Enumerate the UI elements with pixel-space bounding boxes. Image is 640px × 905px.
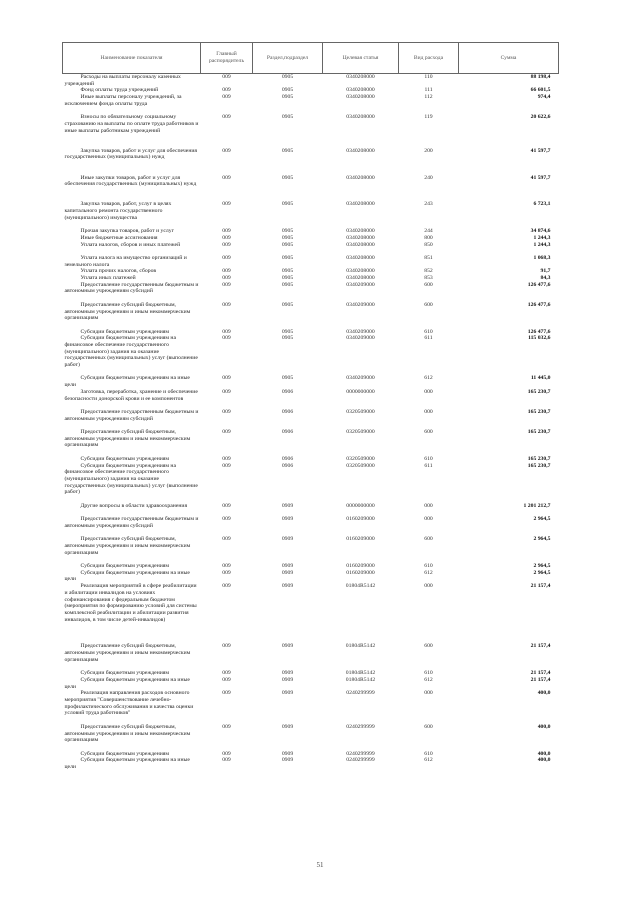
row-name: Взносы по обязательному социальному страхованию на выплаты по оплате труда работников и иные выплаты работникам учреждений [64, 114, 199, 134]
table-row [63, 690, 559, 724]
row-name: Фонд оплаты труда учреждений [80, 87, 159, 94]
row-section: 0909 [281, 643, 294, 650]
row-name: Субсидии бюджетным учреждениям на финансовое обеспечение государственного (муниципального) задания на оказание государственных (муниципальных) услуг (выполнение работ) [64, 335, 198, 369]
row-amount: 165 230,7 [527, 408, 551, 415]
row-manager: 009 [222, 281, 231, 288]
table-row [63, 677, 559, 690]
row-expense-type: 610 [424, 670, 433, 677]
row-amount: 11 445,0 [530, 375, 551, 382]
row-name: Уплата иных платежей [80, 275, 136, 281]
row-expense-type: 240 [424, 174, 433, 181]
row-manager: 009 [222, 502, 231, 509]
row-manager: 009 [222, 201, 231, 208]
row-section: 0905 [281, 241, 294, 248]
row-manager: 009 [222, 388, 231, 395]
row-amount: 400,0 [537, 723, 551, 730]
row-expense-type: 612 [424, 676, 433, 683]
row-name: Иные закупки товаров, работ и услуг для обеспечения государственных (муниципальных) нужд [64, 174, 197, 188]
row-target: 0340209000 [346, 281, 375, 288]
row-name: Уплата налогов, сборов и иных платежей [80, 241, 181, 248]
row-name: Субсидии бюджетным учреждениям на финансовое обеспечение государственного (муниципального) задания на оказание государственных (муниципальных) услуг (выполнение работ) [64, 462, 198, 496]
row-expense-type: 612 [424, 757, 433, 764]
row-name: Субсидии бюджетным учреждениям на иные цели [64, 375, 190, 389]
row-target: 0320509000 [346, 408, 375, 415]
row-section: 0906 [281, 429, 294, 436]
row-amount: 1 201 212,7 [523, 502, 551, 509]
row-target: 0240299999 [346, 690, 375, 697]
row-amount: 400,0 [537, 690, 551, 697]
row-manager: 009 [222, 455, 231, 462]
row-target: 01804R5142 [345, 670, 376, 677]
row-name: Предоставление субсидий бюджетным, автономным учреждениям и иным некоммерческим организациям [64, 301, 191, 322]
row-manager: 009 [222, 375, 231, 382]
row-name: Предоставление государственным бюджетным и автономным учреждениям субсидий [64, 516, 199, 529]
row-expense-type: 853 [424, 275, 433, 281]
row-expense-type: 000 [424, 388, 433, 395]
table-body [63, 74, 559, 771]
row-manager: 009 [222, 723, 231, 730]
row-name: Субсидии бюджетным учреждениям [80, 328, 170, 335]
row-section: 0905 [281, 254, 294, 261]
row-amount: 165 230,7 [527, 455, 551, 462]
table-row [63, 751, 559, 758]
table-row [63, 268, 559, 275]
header-amount: Сумма [459, 43, 559, 74]
table-row [63, 335, 559, 375]
table-row [63, 228, 559, 235]
row-target: 0340208000 [346, 241, 375, 248]
row-amount: 21 157,4 [530, 670, 551, 677]
row-amount: 21 157,4 [530, 643, 551, 650]
row-name: Предоставление государственным бюджетным и автономным учреждениям субсидий [64, 281, 199, 295]
row-target: 0340208000 [346, 147, 375, 154]
row-target: 0000000000 [346, 388, 375, 395]
row-section: 0905 [281, 201, 294, 208]
header-target: Целевая статья [323, 43, 399, 74]
row-name: Субсидии бюджетным учреждениям [80, 750, 170, 757]
table-row [63, 463, 559, 503]
row-expense-type: 610 [424, 563, 433, 570]
row-name: Реализация мероприятий в сфере реабилитации и абилитации инвалидов на условиях софинансирования с федеральным бюджетом (мероприятия по формированию условий для системы комплексной реабилитации и абилитации развития инвалидов, в том числе детей-инвалидов) [64, 583, 197, 623]
row-section: 0905 [281, 275, 294, 281]
table-row [63, 389, 559, 409]
row-manager: 009 [222, 757, 231, 764]
row-name: Субсидии бюджетным учреждениям [80, 670, 170, 677]
row-target: 0340209000 [346, 375, 375, 382]
row-expense-type: 112 [424, 94, 433, 101]
row-manager: 009 [222, 268, 231, 275]
table-row [63, 242, 559, 255]
row-section: 0905 [281, 301, 294, 308]
table-row [63, 275, 559, 282]
row-target: 0340208000 [346, 74, 375, 80]
row-name: Субсидии бюджетным учреждениям [80, 455, 170, 462]
row-expense-type: 612 [424, 375, 433, 382]
row-name: Уплата прочих налогов, сборов [80, 268, 157, 275]
table-row [63, 329, 559, 336]
page-number: 51 [316, 861, 324, 869]
table-row [63, 94, 559, 114]
row-target: 0340208000 [346, 268, 375, 275]
row-amount: 2 964,5 [533, 563, 551, 570]
table-header-row [63, 43, 559, 74]
row-amount: 165 230,7 [527, 429, 551, 436]
row-target: 01804R5142 [345, 676, 376, 683]
row-amount: 400,0 [537, 750, 551, 757]
row-name: Предоставление субсидий бюджетным, автономным учреждениям и иным некоммерческим организациям [64, 429, 191, 449]
row-amount: 2 964,5 [533, 569, 551, 576]
header-manager: Главный распорядитель [201, 43, 253, 74]
row-manager: 009 [222, 569, 231, 576]
row-section: 0905 [281, 328, 294, 335]
row-manager: 009 [222, 174, 231, 181]
row-expense-type: 611 [424, 462, 433, 469]
row-name: Реализация направления расходов основного мероприятия "Совершенствование лечебно-профилактического обслуживания и качества оценки условий труда работников" [64, 690, 194, 717]
row-manager: 009 [222, 335, 231, 342]
row-target: 0240299999 [346, 750, 375, 757]
table-row [63, 536, 559, 563]
row-section: 0905 [281, 147, 294, 154]
table-row [63, 503, 559, 516]
row-section: 0905 [281, 268, 294, 275]
row-manager: 009 [222, 87, 231, 94]
row-amount: 6 723,1 [533, 201, 551, 208]
row-target: 0340209000 [346, 328, 375, 335]
row-manager: 009 [222, 563, 231, 570]
row-manager: 009 [222, 408, 231, 415]
row-name: Закупка товаров, работ и услуг для обеспечения государственных (муниципальных) нужд [64, 147, 198, 161]
table-row [63, 87, 559, 94]
row-expense-type: 244 [424, 228, 433, 235]
row-expense-type: 600 [424, 301, 433, 308]
row-name: Предоставление субсидий бюджетным, автономным учреждениям и иным некоммерческим организациям [64, 536, 191, 556]
table-row [63, 757, 559, 770]
table-row [63, 282, 559, 302]
row-manager: 009 [222, 676, 231, 683]
row-section: 0906 [281, 408, 294, 415]
row-amount: 20 622,6 [530, 114, 551, 121]
row-expense-type: 200 [424, 147, 433, 154]
row-manager: 009 [222, 74, 231, 80]
row-amount: 165 230,7 [527, 462, 551, 469]
row-section: 0909 [281, 750, 294, 757]
row-expense-type: 119 [424, 114, 433, 121]
row-amount: 126 477,6 [527, 281, 551, 288]
row-manager: 009 [222, 643, 231, 650]
row-target: 0340208000 [346, 234, 375, 241]
row-name: Предоставление государственным бюджетным и автономным учреждениям субсидий [64, 408, 199, 422]
table-row [63, 148, 559, 175]
row-manager: 009 [222, 429, 231, 436]
row-name: Иные выплаты персоналу учреждений, за исключением фонда оплаты труда [64, 94, 182, 107]
row-expense-type: 110 [424, 74, 433, 80]
row-expense-type: 800 [424, 234, 433, 241]
row-section: 0909 [281, 723, 294, 730]
row-section: 0905 [281, 228, 294, 235]
row-target: 0340208000 [346, 228, 375, 235]
row-amount: 34 874,6 [530, 228, 551, 235]
table-row [63, 114, 559, 148]
row-name: Субсидии бюджетным учреждениям на иные цели [64, 757, 190, 771]
row-manager: 009 [222, 234, 231, 241]
row-amount: 1 244,3 [533, 234, 551, 241]
row-expense-type: 850 [424, 241, 433, 248]
row-target: 0340208000 [346, 94, 375, 101]
table-row [63, 74, 559, 88]
row-expense-type: 000 [424, 583, 433, 590]
row-amount: 165 230,7 [527, 388, 551, 395]
row-expense-type: 610 [424, 328, 433, 335]
table-row [63, 570, 559, 583]
row-manager: 009 [222, 147, 231, 154]
table-row [63, 175, 559, 202]
row-amount: 41 597,7 [530, 174, 551, 181]
row-expense-type: 000 [424, 690, 433, 697]
table-row [63, 375, 559, 388]
row-name: Другие вопросы в области здравоохранения [80, 502, 188, 509]
row-target: 0340209000 [346, 301, 375, 308]
row-expense-type: 612 [424, 569, 433, 576]
row-section: 0909 [281, 670, 294, 677]
row-section: 0905 [281, 114, 294, 121]
row-section: 0906 [281, 388, 294, 395]
row-section: 0906 [281, 455, 294, 462]
row-amount: 126 477,6 [527, 301, 551, 308]
header-section: Раздел,подраздел [253, 43, 323, 74]
row-target: 0320509000 [346, 462, 375, 469]
row-manager: 009 [222, 94, 231, 101]
row-section: 0909 [281, 583, 294, 590]
row-name: Предоставление субсидий бюджетным, автономным учреждениям и иным некоммерческим организациям [64, 643, 191, 663]
row-amount: 84,3 [540, 275, 551, 281]
table-row [63, 429, 559, 456]
row-manager: 009 [222, 690, 231, 697]
row-name: Иные бюджетные ассигнования [80, 234, 158, 241]
row-expense-type: 600 [424, 281, 433, 288]
table-row [63, 456, 559, 463]
row-expense-type: 610 [424, 750, 433, 757]
row-manager: 009 [222, 536, 231, 543]
row-expense-type: 611 [424, 335, 433, 342]
row-section: 0905 [281, 74, 294, 80]
row-name: Заготовка, переработка, хранение и обеспечение безопасности донорской крови и ее компонентов [64, 388, 198, 402]
row-expense-type: 610 [424, 455, 433, 462]
row-expense-type: 851 [424, 254, 433, 261]
row-expense-type: 600 [424, 723, 433, 730]
row-target: 0240299999 [346, 723, 375, 730]
row-amount: 2 964,5 [533, 516, 551, 523]
row-name: Прочая закупка товаров, работ и услуг [80, 228, 174, 235]
row-amount: 41 597,7 [530, 147, 551, 154]
row-target: 0160209000 [346, 563, 375, 570]
table-row [63, 201, 559, 228]
row-section: 0909 [281, 757, 294, 764]
row-manager: 009 [222, 275, 231, 281]
row-expense-type: 000 [424, 502, 433, 509]
row-section: 0906 [281, 462, 294, 469]
table-row [63, 670, 559, 677]
table-row [63, 724, 559, 751]
row-expense-type: 243 [424, 201, 433, 208]
row-expense-type: 600 [424, 429, 433, 436]
row-manager: 009 [222, 228, 231, 235]
budget-table [62, 42, 559, 771]
row-amount: 2 964,5 [533, 536, 551, 543]
row-target: 0340208000 [346, 87, 375, 94]
row-expense-type: 000 [424, 516, 433, 523]
row-section: 0909 [281, 690, 294, 697]
row-name: Уплата налога на имущество организаций и земельного налога [64, 254, 187, 268]
row-manager: 009 [222, 670, 231, 677]
table-row [63, 255, 559, 268]
row-expense-type: 600 [424, 643, 433, 650]
row-amount: 91,7 [540, 268, 551, 275]
row-manager: 009 [222, 583, 231, 590]
row-manager: 009 [222, 114, 231, 121]
row-section: 0909 [281, 569, 294, 576]
row-expense-type: 852 [424, 268, 433, 275]
row-target: 0000000000 [346, 502, 375, 509]
row-amount: 66 601,5 [530, 87, 551, 94]
row-section: 0905 [281, 234, 294, 241]
table-row [63, 235, 559, 242]
row-target: 0160209000 [346, 516, 375, 523]
table-row [63, 583, 559, 643]
row-target: 0340208000 [346, 275, 375, 281]
table-row [63, 563, 559, 570]
row-name: Предоставление субсидий бюджетным, автономным учреждениям и иным некоммерческим организациям [64, 723, 191, 744]
header-expense-type: Вид расхода [399, 43, 459, 74]
row-section: 0909 [281, 536, 294, 543]
table-row [63, 409, 559, 429]
row-amount: 88 198,4 [530, 74, 551, 80]
row-target: 0160209000 [346, 536, 375, 543]
row-section: 0905 [281, 335, 294, 342]
row-name: Субсидии бюджетным учреждениям [80, 563, 170, 570]
row-section: 0905 [281, 94, 294, 101]
row-target: 0340208000 [346, 114, 375, 121]
row-expense-type: 600 [424, 536, 433, 543]
row-target: 0240299999 [346, 757, 375, 764]
row-target: 0160209000 [346, 569, 375, 576]
row-section: 0909 [281, 676, 294, 683]
row-target: 0340209000 [346, 335, 375, 342]
row-expense-type: 111 [424, 87, 433, 94]
row-amount: 126 477,6 [527, 328, 551, 335]
row-amount: 21 157,4 [530, 676, 551, 683]
row-amount: 400,0 [537, 757, 551, 764]
row-manager: 009 [222, 301, 231, 308]
table-row [63, 302, 559, 329]
row-target: 0340208000 [346, 201, 375, 208]
row-name: Субсидии бюджетным учреждениям на иные цели [64, 676, 190, 690]
row-section: 0905 [281, 174, 294, 181]
row-section: 0909 [281, 516, 294, 523]
row-section: 0905 [281, 375, 294, 382]
row-manager: 009 [222, 254, 231, 261]
row-section: 0905 [281, 87, 294, 94]
row-manager: 009 [222, 462, 231, 469]
row-section: 0909 [281, 563, 294, 570]
row-expense-type: 000 [424, 408, 433, 415]
row-target: 01804R5142 [345, 583, 376, 590]
row-target: 0340208000 [346, 174, 375, 181]
row-section: 0905 [281, 281, 294, 288]
row-target: 0340208000 [346, 254, 375, 261]
row-amount: 974,4 [537, 94, 551, 101]
row-name: Расходы на выплаты персоналу казенных учреждений [64, 74, 181, 87]
row-target: 0320509000 [346, 455, 375, 462]
row-manager: 009 [222, 750, 231, 757]
row-amount: 1 244,3 [533, 241, 551, 248]
header-name: Наименование показателя [63, 43, 201, 74]
row-manager: 009 [222, 241, 231, 248]
row-name: Субсидии бюджетным учреждениям на иные цели [64, 569, 190, 583]
table-row [63, 516, 559, 536]
row-name: Закупка товаров, работ, услуг в целях капитального ремонта государственного (муниципального) имущества [64, 201, 172, 221]
table-row [63, 643, 559, 670]
row-manager: 009 [222, 516, 231, 523]
row-amount: 115 032,6 [528, 335, 551, 342]
row-manager: 009 [222, 328, 231, 335]
row-section: 0909 [281, 502, 294, 509]
row-amount: 1 068,3 [533, 254, 551, 261]
row-amount: 21 157,4 [530, 583, 551, 590]
row-target: 01804R5142 [345, 643, 376, 650]
row-target: 0320509000 [346, 429, 375, 436]
